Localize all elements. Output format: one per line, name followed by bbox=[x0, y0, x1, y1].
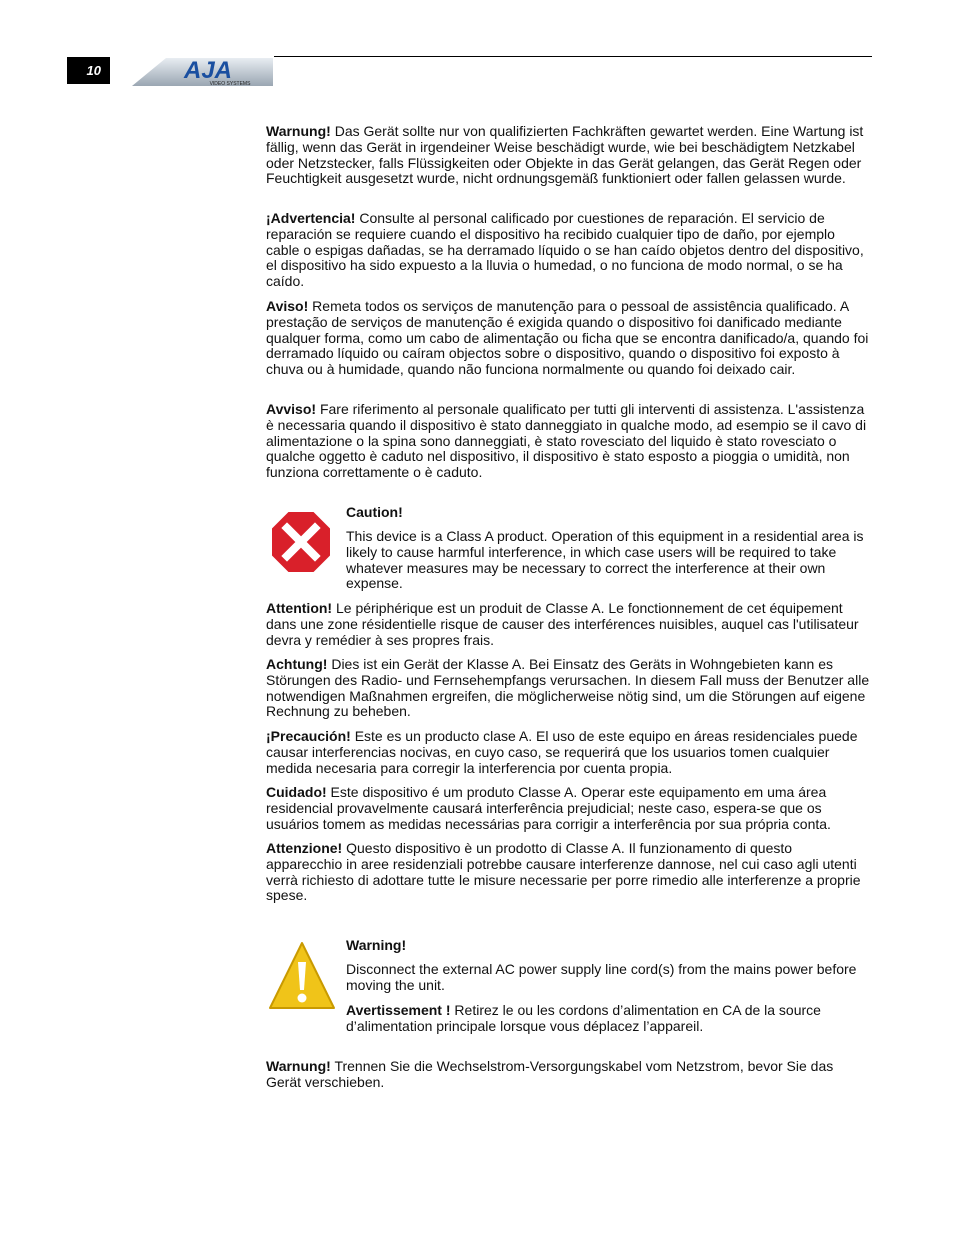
warning-heading: Warning! bbox=[346, 937, 407, 953]
power-warning-de: Warnung! Trennen Sie die Wechselstrom-Versorgungskabel vom Netzstrom, bevor Sie das Gerät verschieben. bbox=[266, 1058, 834, 1090]
logo-wordmark: AJA bbox=[183, 57, 233, 84]
warning-text-fr: Avertissement ! Retirez le ou les cordons d’alimentation en CA de la source d’alimentation principale lorsque vous déplacez l’appareil. bbox=[346, 1002, 821, 1034]
aja-logo bbox=[130, 56, 275, 88]
header-rule bbox=[274, 56, 872, 57]
caution-text: This device is a Class A product. Operation of this equipment in a residential area is likely to cause harmful interference, in which case users will be required to take whatever measures may be necessary to correct the interference at their own expense. bbox=[346, 528, 864, 592]
service-warning-es: ¡Advertencia! Consulte al personal calificado por cuestiones de reparación. El servicio de reparación se requiere cuando el dispositivo ha recibido cualquier tipo de daño, por ejemplo cable o espigas dañadas, se ha derramado líquido o se han caído objetos dentro del dispositivo, el dispositivo ha sido expuesto a la lluvia o humedad, o no funciona de modo normal, o se ha caído. bbox=[266, 210, 864, 290]
service-warning-pt: Aviso! Remeta todos os serviços de manutenção para o pessoal de assistência qualificado. A prestação de serviços de manutenção é exigida quando o dispositivo foi danificado mediante qualquer forma, como um cabo de alimentação ou ficha que se encontra danificado/a, quando foi derramado líquido ou caíram objectos sobre o dispositivo, quando o dispositivo foi exposto à chuva ou à humidade, quando não funciona normalmente ou quando foi deixado cair. bbox=[266, 298, 869, 378]
logo-subtext: VIDEO SYSTEMS bbox=[209, 81, 251, 87]
service-warning-de: Warnung! Das Gerät sollte nur von qualifizierten Fachkräften gewartet werden. Eine Wartung ist fällig, wenn das Gerät in irgendeiner Weise beschädigt wurde, wie bei beschädigtem Netzkabel oder Netzstecker, falls Flüssigkeiten oder Objekte in das Gerät gelangen, das Gerät Regen oder Feuchtigkeit ausgesetzt wurde, nicht ordnungsgemäß funktioniert oder fallen gelassen wurde. bbox=[266, 123, 864, 187]
service-warning-it: Avviso! Fare riferimento al personale qualificato per tutti gli interventi di assistenza. L'assistenza è necessaria quando il dispositivo è stato danneggiato in qualche modo, ad esempio se il cavo di alimentazione o la spina sono danneggiati, è stato rovesciato del liquido è stato rovesciato o qualche oggetto è caduto nel dispositivo, il dispositivo è stato esposto a pioggia o umidità, non funziona correttamente o è caduto. bbox=[266, 401, 867, 481]
class-a-notice-de: Achtung! Dies ist ein Gerät der Klasse A. Bei Einsatz des Geräts in Wohngebieten kann es Störungen des Radio- und Fernsehempfangs verursachen. In diesem Fall muss der Benutzer alle notwendigen Maßnahmen ergreifen, die möglicherweise nötig sind, um die Störungen auf eigene Rechnung zu beheben. bbox=[266, 656, 870, 720]
warning-text: Disconnect the external AC power supply line cord(s) from the mains power before moving the unit. bbox=[346, 961, 857, 993]
exclamation-triangle-icon bbox=[268, 940, 336, 1012]
caution-heading: Caution! bbox=[346, 504, 403, 520]
class-a-notice-it: Attenzione! Questo dispositivo è un prodotto di Classe A. Il funzionamento di questo apparecchio in aree residenziali potrebbe causare interferenze dannose, nel cui caso agli utenti verrà richiesto di adottare tutte le misure necessarie per porre rimedio alle interferenze a proprie spese. bbox=[266, 840, 861, 904]
class-a-notice-fr: Attention! Le périphérique est un produit de Classe A. Le fonctionnement de cet équipement dans une zone résidentielle risque de causer des interférences nuisibles, auquel cas l'utilisateur devra y remédier à ses propres frais. bbox=[266, 600, 859, 648]
class-a-notice-es: ¡Precaución! Este es un producto clase A. El uso de este equipo en áreas residenciales puede causar interferencias nocivas, en cuyo caso, se requerirá que los usuarios tomen cualquier medida necesaria para corregir la interferencia por cuenta propia. bbox=[266, 728, 858, 776]
page-number: 10 bbox=[67, 57, 110, 84]
class-a-notice-pt: Cuidado! Este dispositivo é um produto Classe A. Operar este equipamento em uma área residencial provavelmente causará interferência prejudicial; neste caso, espera-se que os usuários tomem as medidas necessárias para corrigir a interferência por sua própria conta. bbox=[266, 784, 831, 832]
stop-x-icon bbox=[270, 510, 332, 574]
